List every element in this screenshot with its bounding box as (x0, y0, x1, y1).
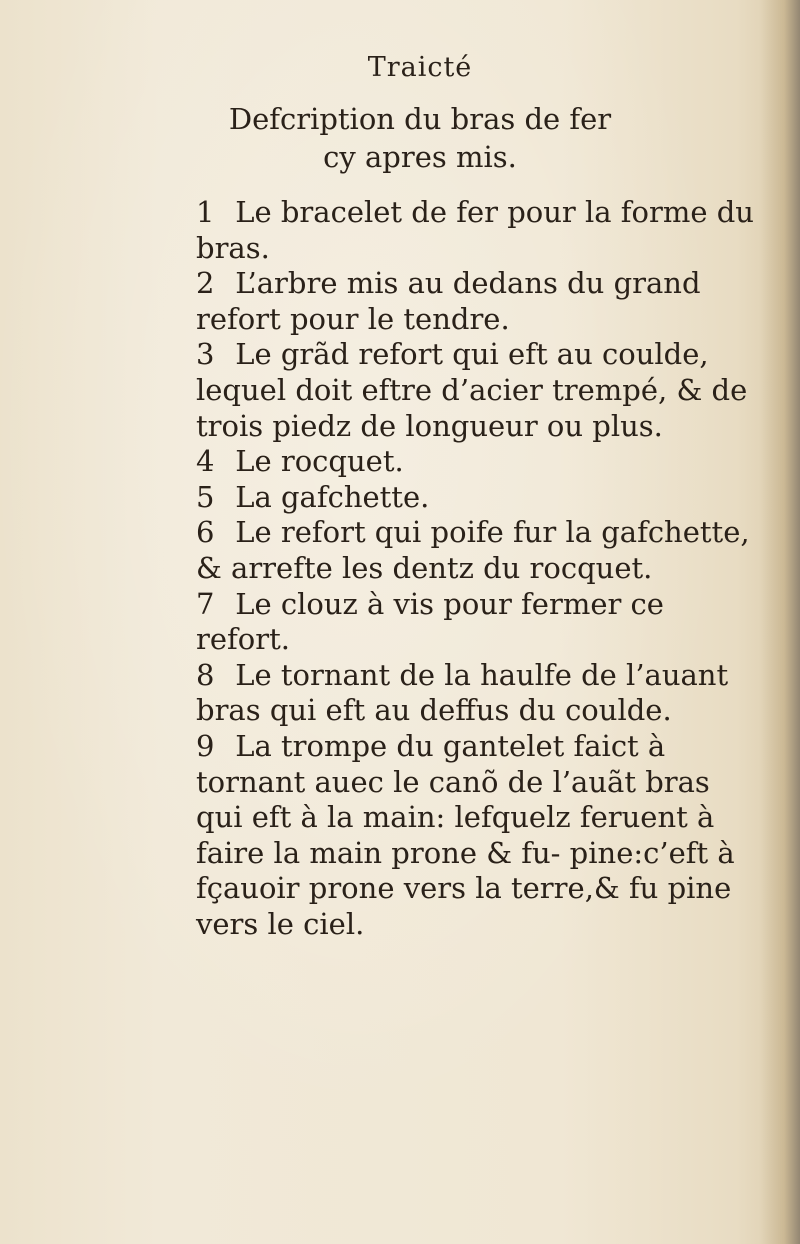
item-number: 2 (196, 266, 215, 301)
list-item (196, 444, 756, 480)
item-text: Le tornant de la haulfe de l’auant bras qui eft au deffus du coulde. (196, 657, 729, 728)
item-text: Le clouz à vis pour fermer ce refort. (196, 586, 664, 657)
description-list (196, 195, 756, 942)
list-item (196, 266, 756, 337)
item-text: Le rocquet. (235, 444, 404, 479)
item-text: Le refort qui poife fur la gafchette, & arrefte les dentz du rocquet. (196, 515, 750, 585)
list-item (196, 480, 756, 516)
page-subtitle: cy apres mis. (323, 140, 517, 174)
item-text: L’arbre mis au dedans du grand refort pour le tendre. (196, 266, 701, 336)
list-item (196, 515, 756, 586)
list-item (196, 337, 756, 444)
list-item (196, 195, 756, 266)
item-text: Le grãd refort qui eft au coulde, lequel doit eftre d’acier trempé, & de trois piedz de longueur ou plus. (196, 337, 748, 443)
item-number: 1 (196, 195, 215, 229)
list-item (196, 729, 756, 943)
running-head: Traicté (367, 52, 473, 83)
list-item (196, 658, 756, 729)
item-number: 8 (196, 657, 215, 692)
item-number: 3 (196, 337, 215, 372)
item-text: La trompe du gantelet faict à tornant auec le canõ de l’auãt bras qui eft à la main: lefquelz feruent à faire la main prone & fu- pine:c’eft à fçauoir prone vers la terre,& fu pine vers le ciel. (196, 728, 735, 941)
page-edge-shadow (760, 0, 800, 1244)
item-number: 9 (196, 728, 215, 763)
item-number: 7 (196, 586, 215, 621)
item-number: 4 (196, 444, 215, 479)
item-number: 5 (196, 479, 215, 514)
list-item (196, 587, 756, 658)
item-text: Le bracelet de fer pour la forme du bras. (196, 195, 754, 265)
item-number: 6 (196, 515, 215, 550)
item-text: La gafchette. (235, 479, 430, 514)
page-title: Defcription du bras de fer (228, 102, 612, 136)
